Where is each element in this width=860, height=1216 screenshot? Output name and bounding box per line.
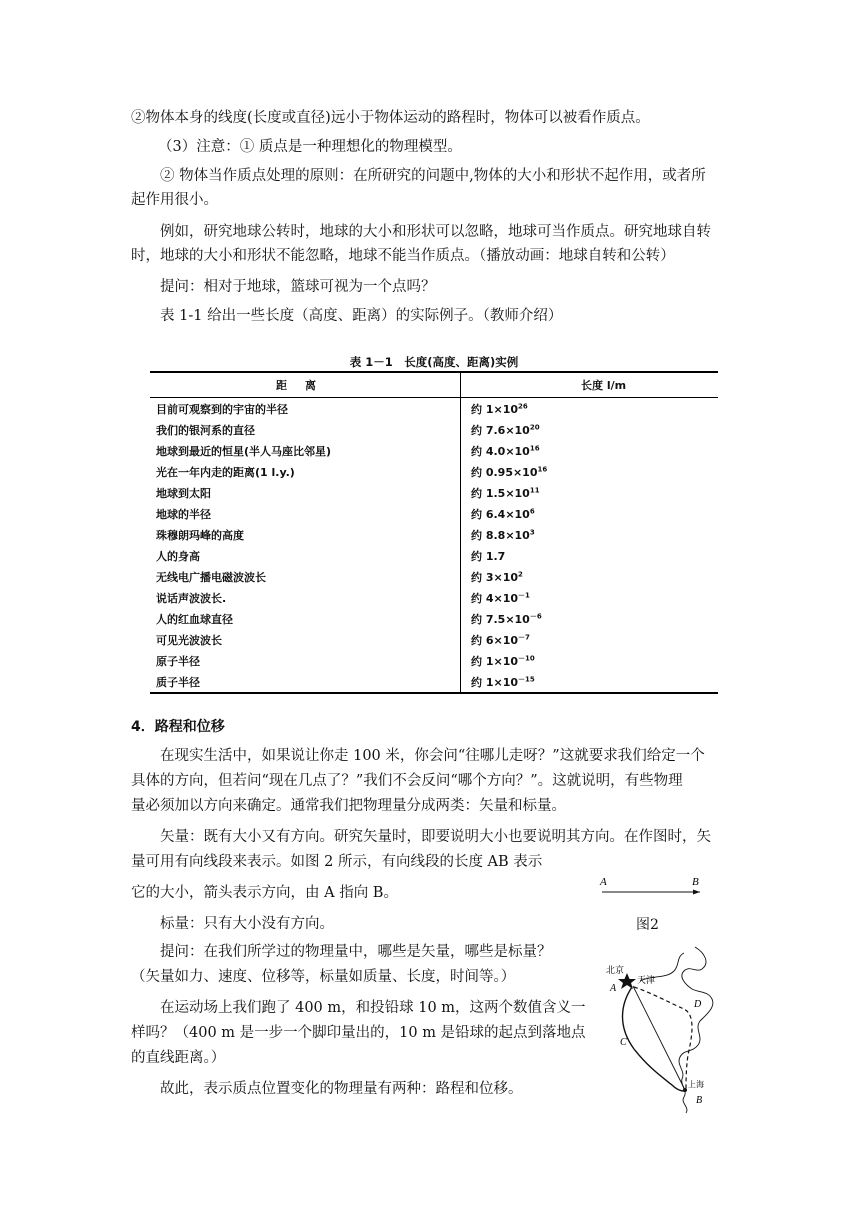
section-text-line: 量必须加以方向来确定。通常我们把物理量分成两类：矢量和标量。 (131, 798, 566, 814)
table-cell-length (461, 671, 719, 693)
paragraph-question: 提问：相对于地球，篮球可视为一个点吗？ (160, 279, 436, 295)
table-cell-distance: 光在一年内走的距离(1 l.y.) (150, 461, 461, 482)
length-value-base: 约 8.8×10 (471, 528, 530, 542)
table-cell-length (461, 398, 719, 420)
table-cell-distance: 地球到最近的恒星(半人马座比邻星) (150, 440, 461, 461)
shanghai-dot-icon (683, 1088, 687, 1092)
route-d (634, 987, 692, 1089)
length-value-base: 约 0.95×10 (471, 465, 538, 479)
table-row (150, 566, 718, 587)
table-cell-length (461, 587, 719, 608)
table-cell-distance: 地球到太阳 (150, 482, 461, 503)
table-cell-length (461, 545, 719, 566)
length-value-exponent: 16 (529, 443, 540, 452)
map-label-tianjin: 天津 (637, 976, 656, 986)
paragraph-example-line1: 例如，研究地球公转时，地球的大小和形状可以忽略，地球可当作质点。研究地球自转 (160, 224, 711, 240)
length-value-base: 约 1.5×10 (471, 486, 530, 500)
table-cell-distance: 说话声波波长. (150, 587, 461, 608)
section-text-line: 在现实生活中，如果说让你走 100 米，你会问“往哪儿走呀？”这就要求我们给定一个 (160, 748, 705, 764)
length-value-exponent: 20 (529, 422, 540, 431)
route-c (623, 987, 685, 1091)
table-row (150, 398, 718, 420)
beijing-shanghai-map (600, 945, 725, 1115)
table-cell-distance: 可见光波波长 (150, 629, 461, 650)
arrow-head-icon (693, 890, 700, 895)
length-value-base: 约 4×10 (471, 591, 519, 605)
map-label-b: B (696, 1095, 703, 1106)
vector-arrow-figure (596, 873, 706, 903)
length-value-base: 约 6.4×10 (471, 507, 530, 521)
map-label-d: D (694, 999, 702, 1010)
length-value-base: 约 1×10 (471, 654, 519, 668)
table-cell-length (461, 608, 719, 629)
table-row (150, 629, 718, 650)
length-value-exponent: －7 (518, 632, 530, 641)
paragraph-principle-line2: 起作用很小。 (131, 192, 218, 208)
table-row (150, 608, 718, 629)
table-cell-distance: 质子半径 (150, 671, 461, 693)
section-text-line: （矢量如力、速度、位移等，标量如质量、长度，时间等。） (131, 969, 516, 985)
length-value-base: 约 3×10 (471, 570, 519, 584)
table-row (150, 419, 718, 440)
table-cell-distance: 原子半径 (150, 650, 461, 671)
length-value-exponent: 16 (537, 464, 548, 473)
length-value-exponent: －6 (529, 611, 542, 620)
map-label-shanghai: 上海 (688, 1080, 704, 1089)
length-value-exponent: 11 (529, 485, 540, 494)
section-heading: 4．路程和位移 (131, 719, 225, 735)
table-cell-length (461, 650, 719, 671)
length-value-exponent: －10 (518, 653, 535, 662)
table-cell-distance: 人的红血球直径 (150, 608, 461, 629)
length-value-exponent: 2 (518, 569, 523, 578)
length-value-exponent: －1 (518, 590, 530, 599)
section-text-line: 它的大小，箭头表示方向，由 A 指向 B。 (131, 885, 398, 901)
table-cell-length (461, 629, 719, 650)
length-value-exponent: 26 (518, 401, 528, 410)
section-text-line: 故此，表示质点位置变化的物理量有两种：路程和位移。 (160, 1081, 523, 1097)
table-row (150, 482, 718, 503)
map-label-c: C (620, 1037, 627, 1048)
section-text-line: 具体的方向，但若问“现在几点了？”我们不会反问“哪个方向？”。这就说明，有些物理 (131, 773, 683, 789)
length-table (150, 371, 718, 694)
table-header-row (150, 372, 718, 398)
paragraph-example-line2: 时，地球的大小和形状不能忽略，地球不能当作质点。（播放动画：地球自转和公转） (131, 248, 675, 264)
length-value-base: 约 7.5×10 (471, 612, 530, 626)
table-cell-distance: 地球的半径 (150, 503, 461, 524)
section-text-line: 提问：在我们所学过的物理量中，哪些是矢量，哪些是标量？ (160, 944, 552, 960)
table-row (150, 461, 718, 482)
section-text-line: 样吗？（400 m 是一步一个脚印量出的，10 m 是铅球的起点到落地点 (131, 1025, 586, 1041)
paragraph-principle-line1: ② 物体当作质点处理的原则：在所研究的问题中,物体的大小和形状不起作用，或者所 (160, 168, 706, 184)
section-text-line: 量可用有向线段来表示。如图 2 所示，有向线段的长度 AB 表示 (131, 854, 543, 870)
length-value-base: 约 1.7 (471, 549, 506, 563)
length-value-base: 约 6×10 (471, 633, 519, 647)
table-cell-distance: 无线电广播电磁波波长 (150, 566, 461, 587)
length-value-base: 约 7.6×10 (471, 423, 530, 437)
table-cell-length (461, 566, 719, 587)
table-cell-length (461, 440, 719, 461)
paragraph-table-intro: 表 1-1 给出一些长度（高度、距离）的实际例子。（教师介绍） (160, 308, 563, 324)
table-row (150, 671, 718, 693)
table-cell-length (461, 482, 719, 503)
figure2-caption: 图2 (636, 917, 659, 933)
table-row (150, 440, 718, 461)
section-text-line: 标量：只有大小没有方向。 (160, 916, 334, 932)
table-cell-length (461, 524, 719, 545)
length-value-base: 约 1×10 (471, 402, 519, 416)
table-row (150, 650, 718, 671)
length-value-exponent: 3 (529, 527, 535, 536)
map-label-beijing: 北京 (606, 966, 625, 976)
table-cell-distance: 珠穆朗玛峰的高度 (150, 524, 461, 545)
fig2-label-b: B (692, 876, 699, 888)
table-row (150, 545, 718, 566)
table-cell-length (461, 503, 719, 524)
length-value-base: 约 1×10 (471, 675, 519, 689)
length-table-block (150, 353, 718, 694)
table-header-distance: 距离 (150, 372, 461, 398)
table-header-length: 长度 l/m (461, 372, 719, 398)
section-text-line: 在运动场上我们跑了 400 m，和投铅球 10 m，这两个数值含义一 (160, 1000, 586, 1016)
length-value-base: 约 4.0×10 (471, 444, 530, 458)
length-value-exponent: －15 (518, 674, 535, 683)
section-text-line: 的直线距离。） (131, 1050, 226, 1066)
fig2-label-a: A (600, 876, 607, 888)
table-cell-distance: 我们的银河系的直径 (150, 419, 461, 440)
length-value-exponent: 6 (529, 506, 535, 515)
table-row (150, 587, 718, 608)
paragraph-note: （3）注意：① 质点是一种理想化的物理模型。 (158, 139, 462, 155)
map-label-a: A (610, 983, 617, 994)
table-row (150, 503, 718, 524)
table-cell-distance: 目前可观察到的宇宙的半径 (150, 398, 461, 420)
table-cell-length (461, 419, 719, 440)
table-caption: 表 1－1 长度(高度、距离)实例 (349, 355, 519, 369)
table-row (150, 524, 718, 545)
section-text-line: 矢量：既有大小又有方向。研究矢量时，即要说明大小也要说明其方向。在作图时，矢 (160, 829, 711, 845)
table-cell-length (461, 461, 719, 482)
paragraph-point-condition: ②物体本身的线度(长度或直径)远小于物体运动的路程时，物体可以被看作质点。 (131, 110, 650, 126)
table-cell-distance: 人的身高 (150, 545, 461, 566)
